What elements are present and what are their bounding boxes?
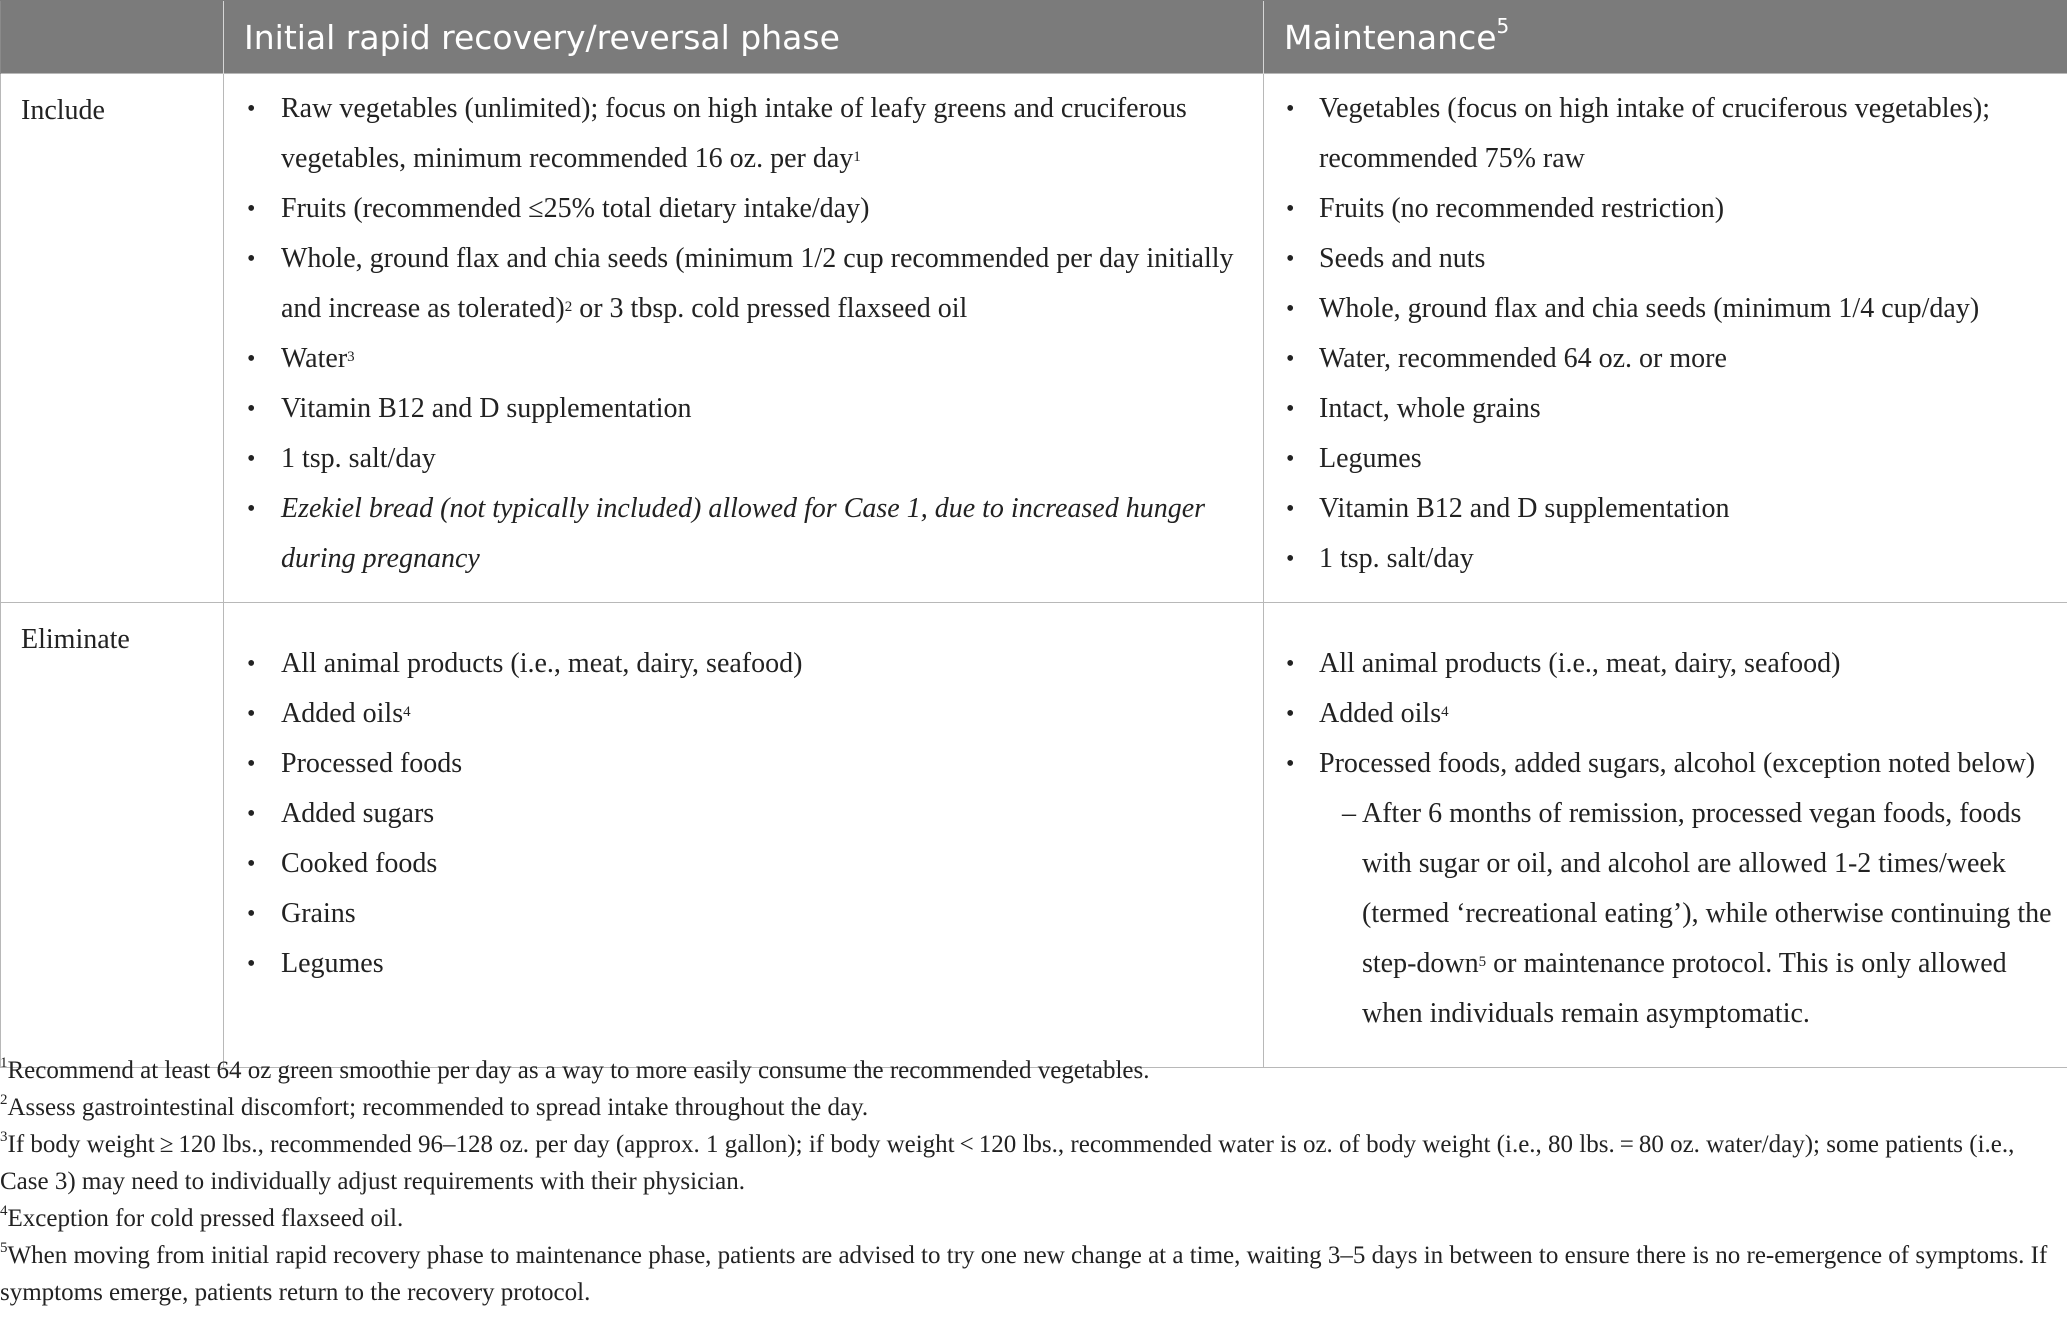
- list-item: [1264, 434, 2067, 484]
- bullet-icon: •: [1286, 701, 1295, 727]
- list-item: [1264, 334, 2067, 384]
- list-item: [224, 689, 1263, 739]
- list-item: [224, 84, 1263, 184]
- footnote-text: Recommend at least 64 oz green smoothie per day as a way to more easily consume the recommended vegetables.: [7, 1057, 1150, 1084]
- list-item-text: Whole, ground flax and chia seeds (minimum 1/4 cup/day): [1319, 293, 1980, 324]
- row-label-eliminate: Eliminate: [1, 603, 224, 1068]
- footnote-text: Exception for cold pressed flaxseed oil.: [7, 1205, 404, 1232]
- header-blank: [1, 1, 224, 74]
- bullet-icon: •: [1286, 446, 1295, 472]
- footnote-number: 2: [0, 1091, 8, 1108]
- sub-item-wrap: [1264, 789, 2067, 1039]
- list-item-text: Water: [281, 343, 348, 374]
- list-item-text: Whole, ground flax and chia seeds (minimum 1/2 cup recommended per day initially and increase as tolerated): [281, 243, 1234, 324]
- bullet-icon: •: [247, 901, 256, 927]
- footnote-ref: 2: [564, 299, 573, 315]
- footnote-ref: 4: [403, 704, 411, 720]
- list-item-text: Legumes: [1319, 443, 1422, 474]
- list-item: [224, 334, 1263, 384]
- bullet-icon: •: [1286, 751, 1295, 777]
- list-item: [1264, 639, 2067, 689]
- bullet-icon: •: [1286, 396, 1295, 422]
- list-item: [224, 434, 1263, 484]
- bullet-icon: •: [247, 651, 256, 677]
- list-item-text: Ezekiel bread (not typically included) allowed for Case 1, due to increased hunger during pregnancy: [281, 493, 1206, 574]
- bullet-icon: •: [1286, 346, 1295, 372]
- eliminate-recovery-cell: [224, 603, 1264, 1068]
- list-item-text: Added sugars: [281, 798, 435, 829]
- footnote-ref: 4: [1441, 704, 1449, 720]
- list-item: [224, 184, 1263, 234]
- include-recovery-cell: [224, 74, 1264, 603]
- footnote: [0, 1126, 2067, 1200]
- list-item-text: All animal products (i.e., meat, dairy, seafood): [1319, 648, 1841, 679]
- footnote: [0, 1089, 2067, 1126]
- header-maintenance-label: Maintenance: [1284, 17, 1497, 57]
- footnote: [0, 1052, 2067, 1089]
- list-item-text: Added oils: [1319, 698, 1442, 729]
- list-item-text: All animal products (i.e., meat, dairy, seafood): [281, 648, 803, 679]
- include-maintenance-cell: [1264, 74, 2067, 603]
- list-item-text: Raw vegetables (unlimited); focus on high intake of leafy greens and cruciferous vegetables, minimum recommended 16 oz. per day: [281, 93, 1187, 174]
- list-item: [1264, 284, 2067, 334]
- footnote: [0, 1200, 2067, 1237]
- footnote-ref: 3: [347, 349, 355, 365]
- list-item: [224, 739, 1263, 789]
- bullet-icon: •: [247, 851, 256, 877]
- sub-list-item: [1264, 789, 2067, 1039]
- footnote-number: 4: [0, 1202, 8, 1219]
- bullet-icon: •: [247, 751, 256, 777]
- footnote-text: When moving from initial rapid recovery phase to maintenance phase, patients are advised to try one new change at a time, waiting 3–5 days in between to ensure there is no re-emergence of symptoms. If symptoms emerge, patients return to the recovery protocol.: [0, 1242, 2048, 1306]
- list-item: [1264, 184, 2067, 234]
- list-item-text: Fruits (recommended ≤25% total dietary intake/day): [281, 193, 870, 224]
- header-recovery-label: Initial rapid recovery/reversal phase: [244, 17, 840, 57]
- list-item-text: Water, recommended 64 oz. or more: [1319, 343, 1727, 374]
- list-item: [224, 939, 1263, 989]
- include-recovery-list: [224, 74, 1263, 584]
- table-row-eliminate: [1, 603, 2067, 1068]
- list-item-text: 1 tsp. salt/day: [281, 443, 436, 474]
- sub-item-text-continued: or maintenance protocol. This is only allowed when individuals remain asymptomatic.: [1362, 948, 2007, 1029]
- list-item-text: Added oils: [281, 698, 404, 729]
- list-item-text: Vitamin B12 and D supplementation: [281, 393, 692, 424]
- sub-item-text: After 6 months of remission, processed vegan foods, foods with sugar or oil, and alcohol are allowed 1-2 times/week (termed ‘recreational eating’), while otherwise continuing the step-down: [1362, 798, 2052, 979]
- list-item-text: Grains: [281, 898, 356, 929]
- list-item-text: Processed foods, added sugars, alcohol (exception noted below): [1319, 748, 2036, 779]
- table-footnotes: [0, 1052, 2067, 1311]
- list-item: [224, 789, 1263, 839]
- list-item: [1264, 234, 2067, 284]
- header-maintenance-footnote-ref: 5: [1496, 13, 1510, 38]
- table-row-include: [1, 74, 2067, 603]
- dash-icon: –: [1342, 798, 1356, 829]
- header-recovery-phase: [224, 1, 1264, 74]
- list-item-text: 1 tsp. salt/day: [1319, 543, 1474, 574]
- bullet-icon: •: [1286, 96, 1295, 122]
- eliminate-maintenance-list: [1264, 603, 2067, 1039]
- list-item: [224, 889, 1263, 939]
- bullet-icon: •: [1286, 496, 1295, 522]
- footnote-number: 5: [0, 1239, 8, 1256]
- list-item-text-continued: or 3 tbsp. cold pressed flaxseed oil: [572, 293, 968, 324]
- list-item-text: Seeds and nuts: [1319, 243, 1486, 274]
- bullet-icon: •: [247, 246, 256, 272]
- list-item: [1264, 384, 2067, 434]
- footnote-number: 1: [0, 1054, 8, 1071]
- table-header-row: [1, 1, 2067, 74]
- header-maintenance: [1264, 1, 2067, 74]
- bullet-icon: •: [247, 496, 256, 522]
- bullet-icon: •: [247, 96, 256, 122]
- row-label-include: Include: [1, 74, 224, 603]
- bullet-icon: •: [1286, 246, 1295, 272]
- list-item-text: Fruits (no recommended restriction): [1319, 193, 1725, 224]
- list-item: [224, 839, 1263, 889]
- footnote-text: Assess gastrointestinal discomfort; recommended to spread intake throughout the day.: [7, 1094, 869, 1121]
- list-item-text: Vegetables (focus on high intake of cruciferous vegetables); recommended 75% raw: [1319, 93, 1990, 174]
- list-item: [224, 484, 1263, 584]
- list-item: [1264, 739, 2067, 789]
- footnote-ref: 5: [1478, 954, 1487, 970]
- list-item: [1264, 484, 2067, 534]
- list-item-text: Cooked foods: [281, 848, 438, 879]
- list-item: [224, 234, 1263, 334]
- bullet-icon: •: [247, 951, 256, 977]
- list-item-text: Vitamin B12 and D supplementation: [1319, 493, 1730, 524]
- list-item: [1264, 534, 2067, 584]
- list-item: [1264, 689, 2067, 739]
- list-item-text: Intact, whole grains: [1319, 393, 1541, 424]
- bullet-icon: •: [247, 396, 256, 422]
- eliminate-recovery-list: [224, 603, 1263, 989]
- footnote-ref: 1: [853, 149, 861, 165]
- list-item: [1264, 84, 2067, 184]
- bullet-icon: •: [247, 196, 256, 222]
- bullet-icon: •: [1286, 651, 1295, 677]
- bullet-icon: •: [1286, 296, 1295, 322]
- list-item: [224, 384, 1263, 434]
- include-maintenance-list: [1264, 74, 2067, 584]
- list-item-text: Processed foods: [281, 748, 463, 779]
- bullet-icon: •: [247, 801, 256, 827]
- list-item-text: Legumes: [281, 948, 384, 979]
- footnote-text: If body weight ≥ 120 lbs., recommended 96–128 oz. per day (approx. 1 gallon); if body weight < 120 lbs., recommended water is oz. of body weight (i.e., 80 lbs. = 80 oz. water/day); some patients (i.e., Case 3) may need to individually adjust requirements with their physician.: [0, 1131, 2015, 1195]
- footnote: [0, 1237, 2067, 1311]
- bullet-icon: •: [1286, 196, 1295, 222]
- list-item: [224, 639, 1263, 689]
- footnote-number: 3: [0, 1128, 8, 1145]
- bullet-icon: •: [247, 446, 256, 472]
- bullet-icon: •: [247, 346, 256, 372]
- bullet-icon: •: [1286, 546, 1295, 572]
- bullet-icon: •: [247, 701, 256, 727]
- eliminate-maintenance-cell: [1264, 603, 2067, 1068]
